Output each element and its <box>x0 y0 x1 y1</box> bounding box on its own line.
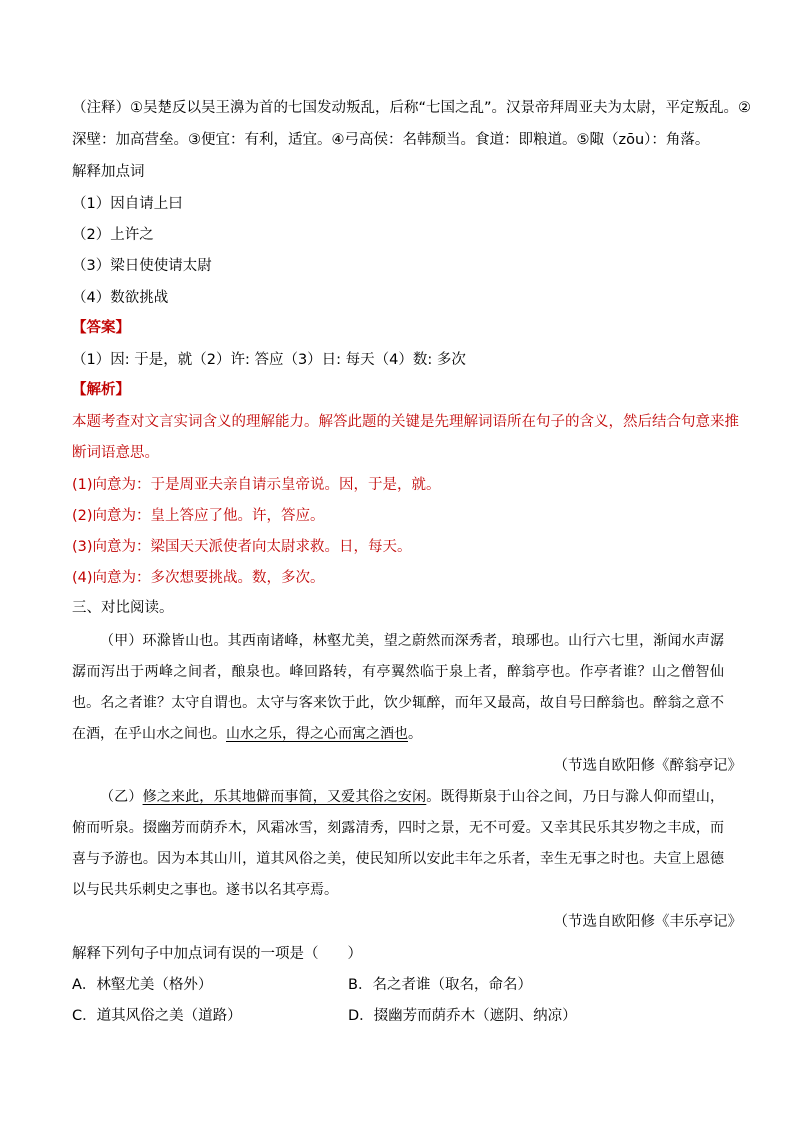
analysis-tag: 【解析】 <box>72 382 130 398</box>
option-d: D．掇幽芳而荫乔木（遮阴、纳凉） <box>348 1008 577 1024</box>
answer-tag: 【答案】 <box>72 320 130 336</box>
option-c: C．道其风俗之美（道路） <box>72 1008 242 1024</box>
question-item-1: （1）因自请上曰 <box>72 196 183 212</box>
analysis-item-3: (3)向意为：梁国天天派使者向太尉求救。日，每天。 <box>72 539 412 555</box>
analysis-line-2: 断词语意思。 <box>72 445 159 461</box>
option-a: A．林壑尤美（格外） <box>72 977 213 993</box>
option-b: B．名之者谁（取名，命名） <box>348 977 532 993</box>
analysis-item-4: (4)向意为：多次想要挑战。数，多次。 <box>72 570 325 586</box>
question-item-2: （2）上许之 <box>72 227 154 243</box>
passage-a <box>72 626 724 750</box>
passage-b-start: （乙） <box>100 789 143 805</box>
passage-b-underlined: 修之来此，乐其地僻而事简，又爱其俗之安闲 <box>142 789 427 805</box>
section-heading: 三、对比阅读。 <box>72 600 174 616</box>
passage-a-end: 。 <box>408 726 422 742</box>
passage-a-text: （甲）环滁皆山也。其西南诸峰，林壑尤美，望之蔚然而深秀者，琅琊也。山行六七里，渐闻水声潺潺而泻出于两峰之间者，酿泉也。峰回路转，有亭翼然临于泉上者，醉翁亭也。作亭者谁？山之僧智仙也。名之者谁？太守自谓也。太守与客来饮于此，饮少辄醉，而年又最高，故自号曰醉翁也。醉翁之意不在酒，在乎山水之间也。 <box>72 633 724 742</box>
analysis-item-2: (2)向意为：皇上答应了他。许，答应。 <box>72 508 325 524</box>
analysis-item-1: (1)向意为：于是周亚夫亲自请示皇帝说。因，于是，就。 <box>72 477 441 493</box>
question-item-3: （3）梁日使使请太尉 <box>72 258 212 274</box>
passage-a-source: （节选自欧阳修《醉翁亭记》 <box>553 758 742 774</box>
note-line-1: （注释）①吴楚反以吴王濞为首的七国发动叛乱，后称“七国之乱”。汉景帝拜周亚夫为太尉，平定叛乱。② <box>72 100 752 116</box>
passage-a-underlined: 山水之乐，得之心而寓之酒也 <box>226 726 408 742</box>
passage-b-text: 。既得斯泉于山谷之间，乃日与滁人仰而望山，俯而听泉。掇幽芳而荫乔木，风霜冰雪，刻露清秀，四时之景，无不可爱。又幸其民乐其岁物之丰成，而喜与予游也。因为本其山川，道其风俗之美，使民知所以安此丰年之乐者，幸生无事之时也。夫宣上恩德以与民共乐刺史之事也。遂书以名其亭焉。 <box>72 789 725 898</box>
answer-text: （1）因: 于是，就（2）许: 答应（3）日: 每天（4）数: 多次 <box>72 352 466 368</box>
note-line-2: 深壁：加高营垒。③便宜：有利，适宜。④弓高侯：名韩颓当。食道：即粮道。⑤陬（zōu）：角落。 <box>72 132 710 148</box>
question-title: 解释加点词 <box>72 164 145 180</box>
passage-b <box>72 782 724 906</box>
question-item-4: （4）数欲挑战 <box>72 290 169 306</box>
mc-question: 解释下列句子中加点词有误的一项是（ ） <box>72 946 362 962</box>
analysis-line-1: 本题考查对文言实词含义的理解能力。解答此题的关键是先理解词语所在句子的含义，然后结合句意来推 <box>72 414 739 430</box>
passage-b-source: （节选自欧阳修《丰乐亭记》 <box>553 914 742 930</box>
